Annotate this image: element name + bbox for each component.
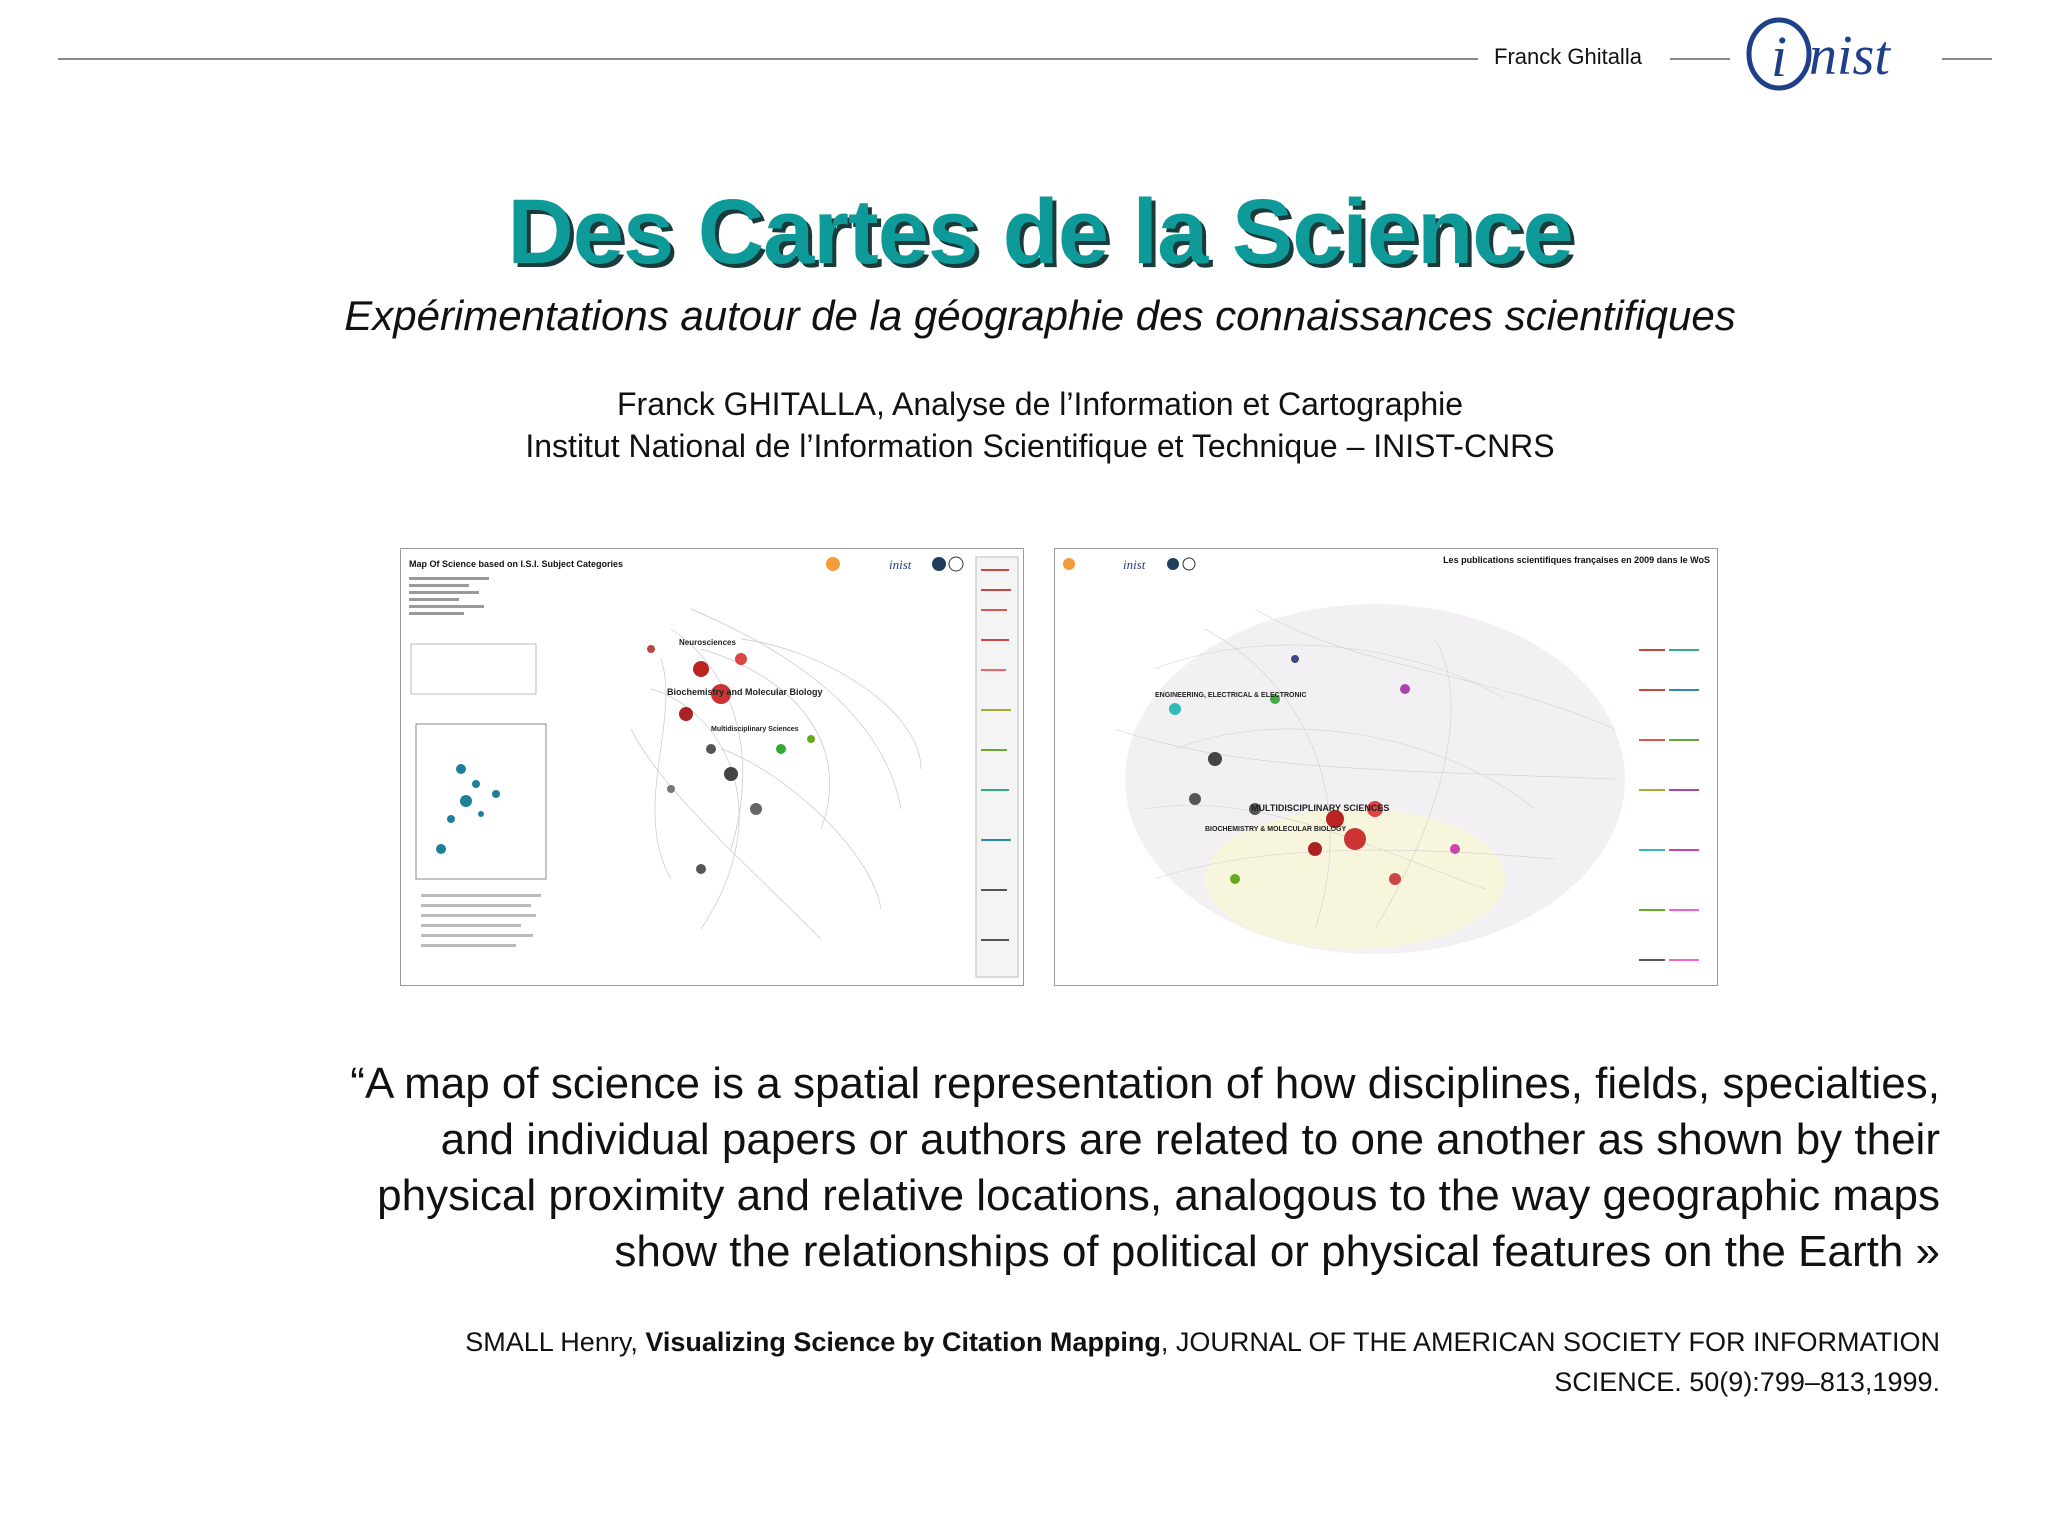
quote-line-1: “A map of science is a spatial representation of how disciplines, fields, specialties, xyxy=(350,1059,1940,1108)
map-right-label-3: ENGINEERING, ELECTRICAL & ELECTRONIC xyxy=(1155,692,1307,699)
page-title: Des Cartes de la Science xyxy=(507,181,1573,283)
header-author: Franck Ghitalla xyxy=(1494,44,1642,69)
map-left-logo-tr xyxy=(826,557,840,571)
credit-line-2: Institut National de l’Information Scientifique et Technique – INIST-CNRS xyxy=(525,428,1555,464)
credit-line-1: Franck GHITALLA, Analyse de l’Information et Cartographie xyxy=(616,386,1464,422)
quote-line-2: and individual papers or authors are related to one another as shown by their xyxy=(440,1115,1940,1164)
logo-i: i xyxy=(1771,24,1788,89)
map-of-science-image xyxy=(400,548,1024,986)
map-right-logo-cnrs xyxy=(1167,558,1179,570)
map-right-label-1: MULTIDISCIPLINARY SCIENCES xyxy=(1251,803,1390,813)
map-left-logo-cnrs xyxy=(932,557,946,571)
logo-rest: nist xyxy=(1809,25,1890,87)
map-right-label-2: BIOCHEMISTRY & MOLECULAR BIOLOGY xyxy=(1205,826,1347,833)
header-rule-right xyxy=(1942,58,1992,60)
map-left-label-1: Neurosciences xyxy=(679,638,736,647)
quote-block xyxy=(260,1056,1940,1280)
citation-line-2: SCIENCE. 50(9):799–813,1999. xyxy=(1554,1367,1940,1397)
page-subtitle: Expérimentations autour de la géographie des connaissances scientifiques xyxy=(344,292,1736,339)
map-left-graphic xyxy=(401,549,1023,985)
map-right-logo-inist: inist xyxy=(1123,557,1146,572)
citation-journal: , JOURNAL OF THE AMERICAN SOCIETY FOR INFORMATION xyxy=(1160,1327,1940,1357)
citation-line-1 xyxy=(300,1322,1940,1362)
citation-reference xyxy=(300,1322,1940,1402)
citation-title: Visualizing Science by Citation Mapping xyxy=(645,1327,1161,1357)
header-rule-left xyxy=(58,58,1478,60)
map-left-sidebar-legend xyxy=(976,557,1018,977)
map-left-label-3: Multidisciplinary Sciences xyxy=(711,726,799,733)
map-right-title: Les publications scientifiques françaises en 2009 dans le WoS xyxy=(1443,555,1710,565)
citation-author: SMALL Henry, xyxy=(465,1327,646,1357)
map-left-title: Map Of Science based on I.S.I. Subject Categories xyxy=(409,559,624,569)
french-publications-map-image xyxy=(1054,548,1718,986)
map-left-label-2: Biochemistry and Molecular Biology xyxy=(667,687,823,697)
quote-line-3: physical proximity and relative locations, analogous to the way geographic maps xyxy=(377,1171,1940,1220)
header-rule-mid xyxy=(1670,58,1730,60)
quote-line-4: show the relationships of political or physical features on the Earth » xyxy=(614,1227,1940,1276)
map-left-logo-inist: inist xyxy=(889,557,912,572)
map-right-graphic xyxy=(1055,549,1717,985)
map-right-logo-tr xyxy=(1063,558,1075,570)
inist-logo xyxy=(1745,14,1925,94)
